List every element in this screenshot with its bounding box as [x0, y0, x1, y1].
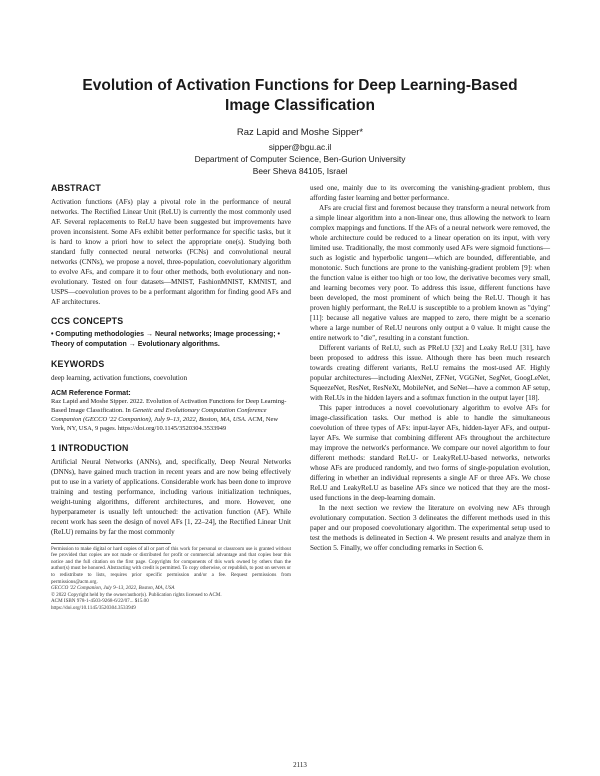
- introduction-paragraph-5: In the next section we review the literature on evolving new AFs through evolutionary computation. Section 3 delineates the different methods used in this paper and our proposed coevolutionary algorithm. The experimental setup used to test the methods is delineated in Section 4. We present results and analyze them in Section 5. Finally, we offer concluding remarks in Section 6.: [310, 504, 550, 552]
- author-department: Department of Computer Science, Ben-Gurion University: [194, 153, 406, 164]
- title-line-1: Evolution of Activation Functions for Deep Learning-Based: [82, 77, 518, 94]
- author-affiliation: [60, 142, 540, 177]
- paper-title: [60, 76, 540, 116]
- footnote-doi[interactable]: https://doi.org/10.1145/3520304.3533949: [51, 604, 136, 611]
- footnote-isbn: ACM ISBN 978-1-4503-9268-6/22/07... $15.00: [51, 598, 149, 605]
- page-number: 2113: [293, 761, 307, 769]
- keywords-text: deep learning, activation functions, coevolution: [51, 374, 188, 382]
- introduction-paragraph-2: AFs are crucial first and foremost because they transform a neural network from a simple linear algorithm into a non-linear one, thus allowing the network to learn complex mappings and functions. If the AFs of a neural network were removed, the whole architecture could be reduced to a linear operation on its input, with very limited use. Traditionally, the most commonly used AFs were sigmoid functions—such as logistic and hyperbolic tangent—which are bounded, differentiable, and monotonic. Such functions are prone to the vanishing-gradient problem [9]: when the function value is either too high or too low, the derivative becomes very small, and learning becomes very poor. To address this issue, different functions have been developed, the most prominent of which being the ReLU. Though it has proven highly performant, the ReLU is susceptible to a problem known as "dying" [11]: because all negative values are mapped to zero, there might be a scenario where a large number of ReLU neurons only output a 0 value. It might cause the entire network to "die", resulting in a constant function.: [310, 204, 550, 342]
- permission-footnote: [51, 546, 291, 612]
- acm-reference-venue: Genetic and Evolutionary Computation Conference Companion (GECCO '22 Companion), July 9–13, 2022, Boston, MA, USA.: [51, 406, 267, 423]
- footnote-copyright: © 2022 Copyright held by the owner/author(s). Publication rights licensed to ACM.: [51, 591, 222, 598]
- keywords-heading: KEYWORDS: [51, 359, 105, 369]
- footnote-venue: [51, 585, 291, 592]
- left-column: [51, 183, 291, 612]
- title-line-2: Image Classification: [225, 97, 375, 114]
- introduction-heading: 1 INTRODUCTION: [51, 442, 129, 453]
- author-email[interactable]: sipper@bgu.ac.il: [268, 142, 332, 152]
- acm-reference-text: [51, 398, 291, 434]
- abstract-heading: ABSTRACT: [51, 183, 101, 193]
- acm-reference-part2[interactable]: ACM, New York, NY, USA, 9 pages. https://doi.org/10.1145/3520304.3533949: [51, 415, 279, 432]
- author-names: Raz Lapid and Moshe Sipper*: [236, 127, 364, 138]
- ccs-heading: CCS CONCEPTS: [51, 316, 124, 326]
- author-location: Beer Sheva 84105, Israel: [252, 165, 348, 176]
- ccs-item-theory: • Theory of computation → Evolutionary algorithms.: [51, 331, 280, 348]
- ccs-item-computing: • Computing methodologies → Neural networks; Image processing;: [51, 331, 276, 338]
- acm-reference-heading: ACM Reference Format:: [51, 390, 131, 397]
- footnote-divider: [51, 543, 171, 544]
- right-column: [310, 183, 550, 553]
- permission-text: Permission to make digital or hard copies of all or part of this work for personal or classroom use is granted without fee provided that copies are not made or distributed for profit or commercial advantage and that copies bear this notice and the full citation on the first page. Copyrights for components of this work owned by others than the author(s) must be honored. Abstracting with credit is permitted. To copy otherwise, or republish, to post on servers or to redistribute to lists, requires prior specific permission and/or a fee. Request permissions from permissions@acm.org.: [51, 545, 291, 585]
- introduction-continued: used one, mainly due to its overcoming the vanishing-gradient problem, thus affording faster learning and better performance.: [310, 184, 550, 202]
- introduction-paragraph-3: Different variants of ReLU, such as PReLU [32] and Leaky ReLU [31], have been proposed to address this issue. Although there has been much research towards creating different variants, ReLU remains the most-used AF. Highly popular architectures—including AlexNet, ZFNet, VGGNet, SegNet, GoogLeNet, SqueezeNet, ResNet, ResNeXt, MobileNet, and SeNet—have a common AF setup, with ReLUs in the hidden layers and a softmax function in the output layer [18].: [310, 344, 550, 402]
- abstract-text: Activation functions (AFs) play a pivotal role in the performance of neural networks. The Rectified Linear Unit (ReLU) is currently the most commonly used AF. Several replacements to ReLU have been suggested but improvements have proven inconsistent. Some AFs exhibit better performance for specific tasks, but it is hard to know a priori how to select the appropriate one(s). Studying both standard fully connected neural networks (FCNs) and convolutional neural networks (CNNs), we propose a novel, three-population, coevolutionary algorithm to evolve AFs, and compare it to four other methods, both evolutionary and non-evolutionary. Tested on four datasets—MNIST, FashionMNIST, KMNIST, and USPS—coevolution proves to be a performant algorithm for finding good AFs and AF architectures.: [51, 198, 291, 306]
- ccs-concepts: [51, 330, 291, 350]
- footnote-venue-text: GECCO '22 Companion, July 9–13, 2022, Boston, MA, USA: [51, 585, 175, 592]
- acm-reference-part1: Raz Lapid and Moshe Sipper. 2022. Evolution of Activation Functions for Deep Learning-Based Image Classification. In: [51, 398, 287, 414]
- introduction-paragraph-4: This paper introduces a novel coevolutionary algorithm to evolve AFs for image-classification tasks. Our method is able to handle the simultaneous coevolution of three types of AFs: input-layer AFs, hidden-layer AFs, and output-layer AFs. We surmise that combining different AFs throughout the architecture may improve the network's performance. We compare our novel algorithm to four different methods: standard ReLU- or LeakyReLU-based networks, networks whose AFs are produced randomly, and two forms of single-population evolution, differing in whether an individual represents a single AF or three AFs. We chose ReLU and LeakyReLU as baseline AFs since we noticed that they are the most-used functions in the deep-learning domain.: [310, 404, 550, 502]
- introduction-paragraph-1: Artificial Neural Networks (ANNs), and, specifically, Deep Neural Networks (DNNs), have gained much traction in recent years and are now being effectively put to use in a variety of applications. Considerable work has been done to improve training and testing performance, including various initialization techniques, weight-tuning algorithms, different architectures, and more. However, one hyperparameter is usually left untouched: the activation function (AF). While recent work has seen the design of novel AFs [1, 22–24], the Rectified Linear Unit (ReLU) remains by far the most commonly: [51, 457, 291, 536]
